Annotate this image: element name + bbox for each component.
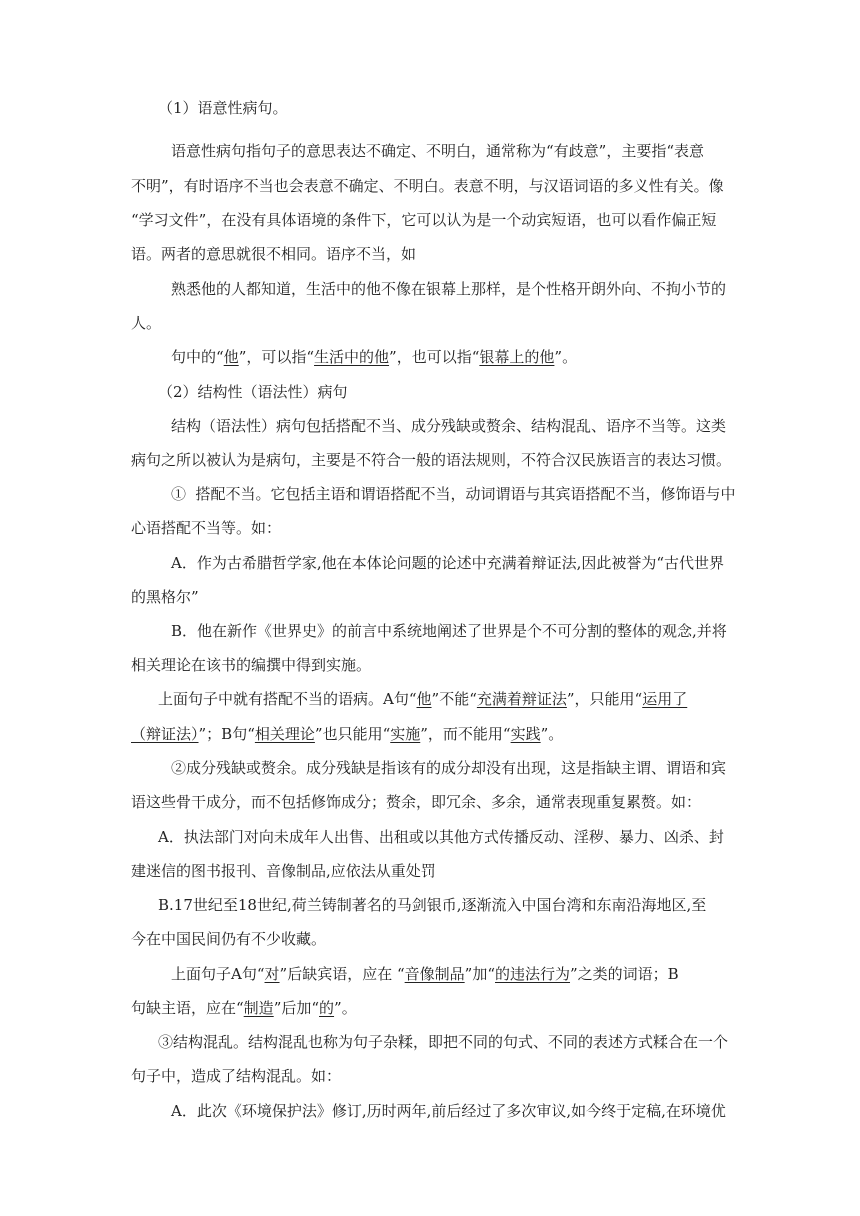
text-segment: 不明”，有时语序不当也会表意不确定、不明白。表意不明，与汉语词语的多义性有关。像 bbox=[131, 177, 724, 195]
text-segment: 建迷信的图书报刊、音像制品,应依法从重处罚 bbox=[131, 862, 436, 880]
text-segment: ”。 bbox=[334, 999, 357, 1017]
text-line bbox=[0, 618, 860, 644]
text-segment: （1）语意性病句。 bbox=[158, 99, 288, 117]
text-segment: 语意性病句指句子的意思表达不确定、不明白，通常称为“有歧意”，主要指“表意 bbox=[171, 142, 705, 160]
text-segment: 句缺主语，应在“ bbox=[131, 999, 244, 1017]
text-line bbox=[0, 789, 860, 815]
underlined-text: 实施 bbox=[390, 725, 421, 743]
text-segment: 结构（语法性）病句包括搭配不当、成分残缺或赘余、结构混乱、语序不当等。这类 bbox=[171, 417, 727, 435]
text-line bbox=[0, 173, 860, 199]
text-line bbox=[0, 207, 860, 233]
text-line bbox=[0, 447, 860, 473]
text-segment: ”加“ bbox=[464, 965, 495, 983]
text-line bbox=[0, 755, 860, 781]
text-line bbox=[0, 550, 860, 576]
text-segment: 人。 bbox=[131, 314, 162, 332]
text-segment: ”，只能用“ bbox=[566, 690, 643, 708]
text-segment: ”。 bbox=[554, 348, 578, 366]
text-line bbox=[0, 1063, 860, 1089]
text-line bbox=[0, 241, 860, 267]
text-segment: ”后加“ bbox=[273, 999, 320, 1017]
text-segment: （2）结构性（语法性）病句 bbox=[158, 383, 348, 401]
text-segment: ”不能“ bbox=[431, 690, 477, 708]
text-line bbox=[0, 310, 860, 336]
text-segment: 病句之所以被认为是病句，主要是不符合一般的语法规则，不符合汉民族语言的表达习惯。 bbox=[131, 451, 732, 469]
text-segment: 相关理论在该书的编撰中得到实施。 bbox=[131, 656, 372, 674]
text-segment: ”；B句“ bbox=[198, 725, 255, 743]
text-segment: A．此次《环境保护法》修订,历时两年,前后经过了多次审议,如今终于定稿,在环境优 bbox=[171, 1102, 726, 1120]
text-segment: ”。 bbox=[540, 725, 564, 743]
text-line bbox=[0, 926, 860, 952]
text-line bbox=[0, 824, 860, 850]
text-segment: ① 搭配不当。它包括主语和谓语搭配不当，动词谓语与其宾语搭配不当，修饰语与中 bbox=[171, 485, 736, 503]
text-segment: 的黑格尔” bbox=[131, 588, 199, 606]
text-segment: 语这些骨干成分，而不包括修饰成分；赘余，即冗余、多余，通常表现重复累赘。如： bbox=[131, 793, 702, 811]
text-line bbox=[0, 379, 860, 405]
text-line bbox=[0, 686, 860, 712]
underlined-text: 他 bbox=[223, 348, 239, 366]
text-line bbox=[0, 721, 860, 747]
text-segment: 心语搭配不当等。如： bbox=[131, 519, 282, 537]
text-segment: A．作为古希腊哲学家,他在本体论问题的论述中充满着辩证法,因此被誉为“古代世界 bbox=[171, 554, 725, 572]
text-line bbox=[0, 1098, 860, 1124]
text-line bbox=[0, 276, 860, 302]
text-segment: ”也只能用“ bbox=[314, 725, 391, 743]
text-segment: ”后缺宾语，应在 “ bbox=[279, 965, 405, 983]
text-segment: 句子中，造成了结构混乱。如： bbox=[131, 1067, 342, 1085]
underlined-text: 制造 bbox=[243, 999, 274, 1017]
underlined-text: （辩证法） bbox=[131, 725, 199, 743]
text-segment: 语。两者的意思就很不相同。语序不当，如 bbox=[131, 245, 417, 263]
text-segment: ”，而不能用“ bbox=[420, 725, 511, 743]
text-segment: 上面句子中就有搭配不当的语病。A句“ bbox=[158, 690, 417, 708]
text-segment: ③结构混乱。结构混乱也称为句子杂糅，即把不同的句式、不同的表述方式糅合在一个 bbox=[158, 1033, 729, 1051]
text-segment: ”，可以指“ bbox=[238, 348, 315, 366]
text-line bbox=[0, 858, 860, 884]
text-line bbox=[0, 413, 860, 439]
underlined-text: 运用了 bbox=[642, 690, 688, 708]
underlined-text: 的违法行为 bbox=[495, 965, 571, 983]
underlined-text: 他 bbox=[416, 690, 432, 708]
text-line bbox=[0, 138, 860, 164]
underlined-text: 相关理论 bbox=[254, 725, 315, 743]
text-segment: 熟悉他的人都知道，生活中的他不像在银幕上那样，是个性格开朗外向、不拘小节的 bbox=[171, 280, 727, 298]
text-line bbox=[0, 481, 860, 507]
text-line bbox=[0, 344, 860, 370]
text-line bbox=[0, 995, 860, 1021]
text-segment: ”之类的词语；B bbox=[570, 965, 679, 983]
underlined-text: 音像制品 bbox=[404, 965, 465, 983]
text-segment: 今在中国民间仍有不少收藏。 bbox=[131, 930, 327, 948]
text-line bbox=[0, 515, 860, 541]
text-line bbox=[0, 95, 860, 121]
text-segment: 上面句子A句“ bbox=[171, 965, 265, 983]
text-segment: 句中的“ bbox=[171, 348, 224, 366]
text-segment: “学习文件”，在没有具体语境的条件下，它可以认为是一个动宾短语，也可以看作偏正短 bbox=[131, 211, 717, 229]
text-line bbox=[0, 961, 860, 987]
text-line bbox=[0, 892, 860, 918]
underlined-text: 实践 bbox=[510, 725, 541, 743]
text-line bbox=[0, 652, 860, 678]
text-segment: B.17世纪至18世纪,荷兰铸制著名的马剑银币,逐渐流入中国台湾和东南沿海地区,至 bbox=[158, 896, 707, 914]
text-line bbox=[0, 1029, 860, 1055]
underlined-text: 的 bbox=[319, 999, 335, 1017]
text-segment: ”，也可以指“ bbox=[389, 348, 480, 366]
text-segment: A．执法部门对向未成年人出售、出租或以其他方式传播反动、淫秽、暴力、凶杀、封 bbox=[158, 828, 724, 846]
text-segment: B．他在新作《世界史》的前言中系统地阐述了世界是个不可分割的整体的观念,并将 bbox=[171, 622, 727, 640]
text-line bbox=[0, 584, 860, 610]
underlined-text: 生活中的他 bbox=[314, 348, 390, 366]
text-segment: ②成分残缺或赘余。成分残缺是指该有的成分却没有出现，这是指缺主谓、谓语和宾 bbox=[171, 759, 727, 777]
underlined-text: 充满着辩证法 bbox=[476, 690, 567, 708]
underlined-text: 银幕上的他 bbox=[479, 348, 555, 366]
underlined-text: 对 bbox=[264, 965, 280, 983]
